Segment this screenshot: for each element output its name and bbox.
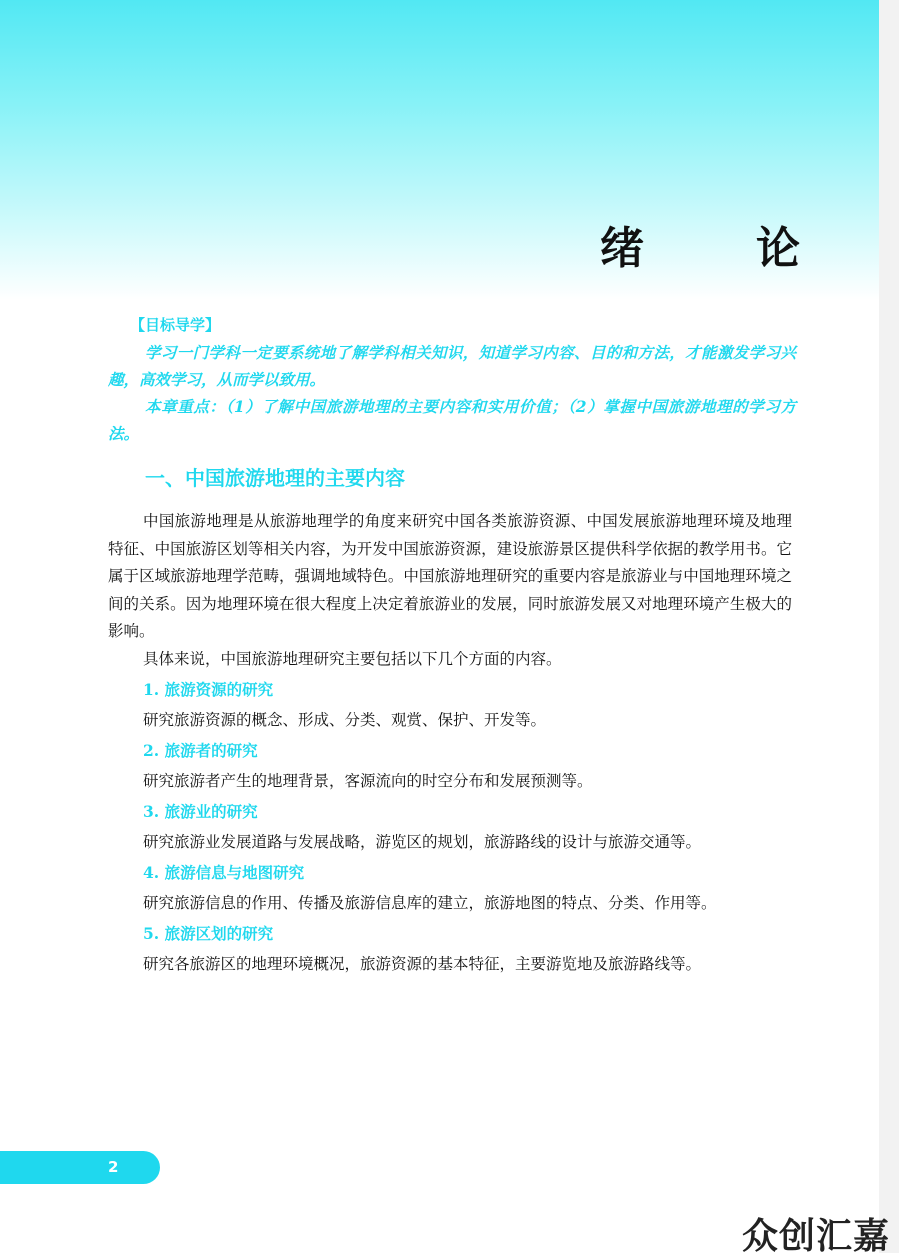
subsection-title: 3. 旅游业的研究 bbox=[143, 802, 258, 821]
learning-guide bbox=[108, 312, 796, 447]
section-heading: 一、中国旅游地理的主要内容 bbox=[145, 466, 405, 490]
subsection-text: 研究旅游资源的概念、形成、分类、观赏、保护、开发等。 bbox=[143, 710, 547, 729]
section-body bbox=[108, 508, 792, 978]
subsection-title: 2. 旅游者的研究 bbox=[143, 741, 258, 760]
chapter-title bbox=[600, 212, 800, 276]
subsection-title: 1. 旅游资源的研究 bbox=[143, 680, 274, 699]
page-number-tab bbox=[0, 1151, 160, 1184]
subsection-text: 研究旅游信息的作用、传播及旅游信息库的建立，旅游地图的特点、分类、作用等。 bbox=[143, 893, 717, 912]
subsection-text: 研究各旅游区的地理环境概况，旅游资源的基本特征，主要游览地及旅游路线等。 bbox=[143, 954, 702, 973]
chapter-title-char-2: 论 bbox=[756, 223, 800, 274]
chapter-title-char-1: 绪 bbox=[600, 223, 644, 274]
subsection-text: 研究旅游者产生的地理背景，客源流向的时空分布和发展预测等。 bbox=[143, 771, 593, 790]
subsection-title: 4. 旅游信息与地图研究 bbox=[143, 863, 305, 882]
page-number: 2 bbox=[108, 1158, 119, 1176]
guide-paragraph: 本章重点：（1）了解中国旅游地理的主要内容和实用价值；（2）掌握中国旅游地理的学习方法。 bbox=[108, 397, 796, 443]
intro-paragraph: 中国旅游地理是从旅游地理学的角度来研究中国各类旅游资源、中国发展旅游地理环境及地理特征、中国旅游区划等相关内容，为开发中国旅游资源，建设旅游景区提供科学依据的教学用书。它属于区域旅游地理学范畴，强调地域特色。中国旅游地理研究的重要内容是旅游业与中国地理环境之间的关系。因为地理环境在很大程度上决定着旅游业的发展，同时旅游发展又对地理环境产生极大的影响。 bbox=[108, 512, 792, 640]
subsection-text: 研究旅游业发展道路与发展战略，游览区的规划，旅游路线的设计与旅游交通等。 bbox=[143, 832, 702, 851]
page-edge-strip bbox=[879, 0, 899, 1253]
watermark-logo: 众创汇嘉 bbox=[742, 1216, 891, 1257]
guide-label: 【目标导学】 bbox=[130, 316, 221, 334]
lead-paragraph: 具体来说，中国旅游地理研究主要包括以下几个方面的内容。 bbox=[143, 649, 562, 668]
subsection-title: 5. 旅游区划的研究 bbox=[143, 924, 274, 943]
guide-paragraph: 学习一门学科一定要系统地了解学科相关知识，知道学习内容、目的和方法，才能激发学习兴趣，高效学习，从而学以致用。 bbox=[108, 343, 796, 389]
